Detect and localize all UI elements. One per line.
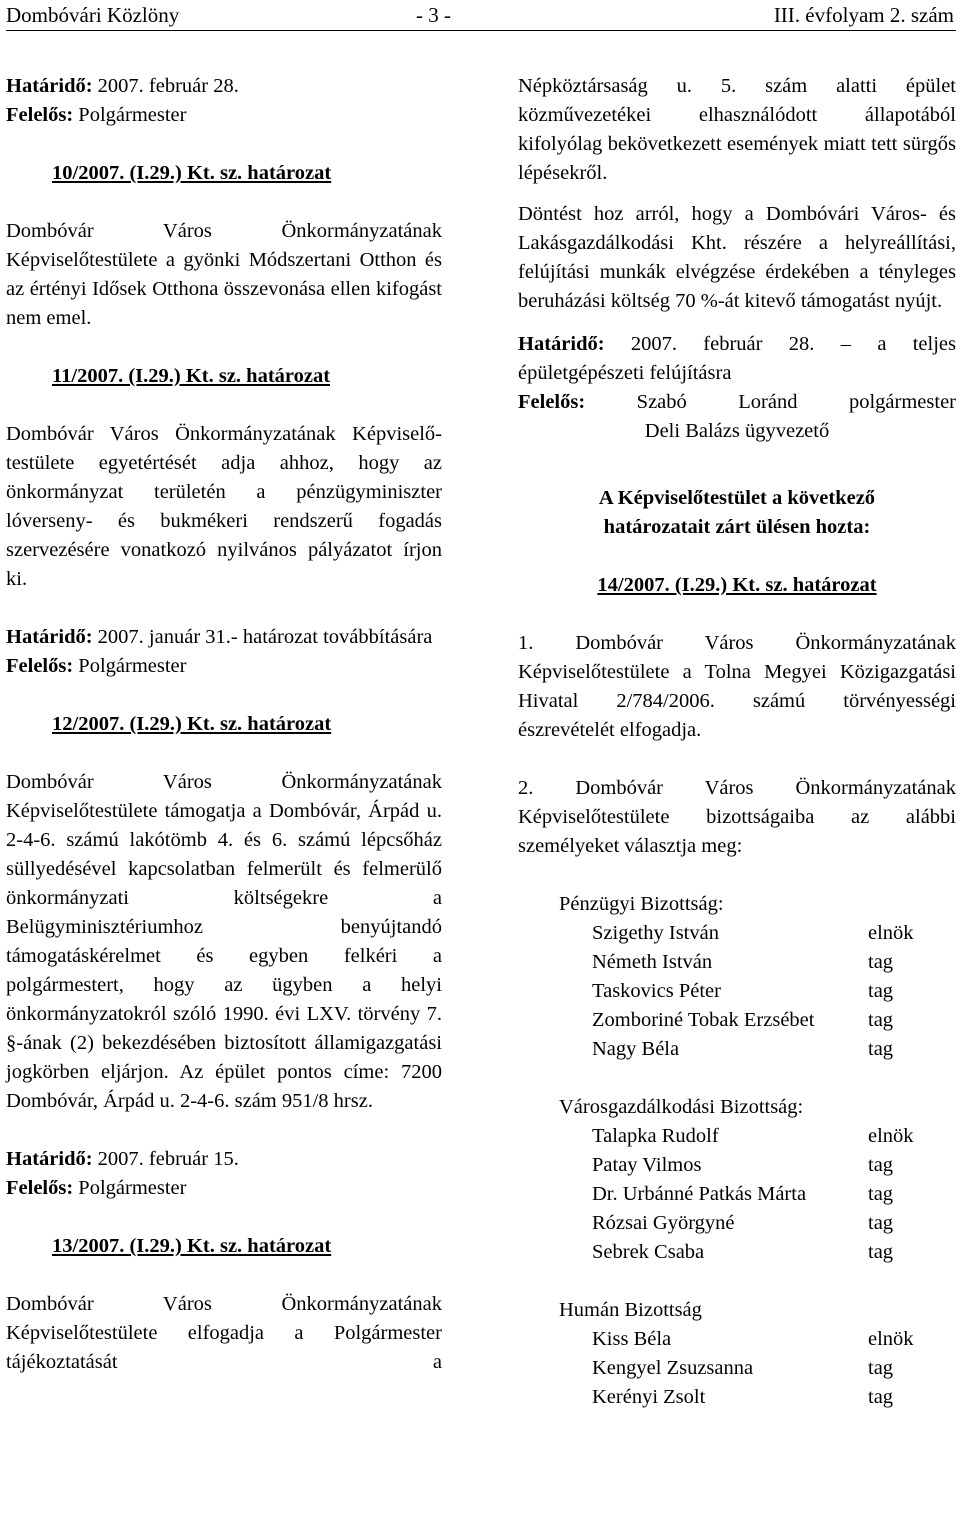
member-role: tag: [868, 1183, 894, 1205]
resolution-13-title: 13/2007. (I.29.) Kt. sz. határozat: [52, 1235, 332, 1257]
member-role: tag: [868, 1154, 894, 1176]
committee-member: [559, 1035, 956, 1064]
resolution-13-deadline: [518, 330, 956, 388]
deadline-label: Határidő:: [6, 75, 93, 97]
resolution-14-title: 14/2007. (I.29.) Kt. sz. határozat: [597, 574, 877, 596]
member-role: tag: [868, 951, 894, 973]
responsible-value: Szabó Loránd polgármester: [585, 391, 956, 413]
committee-urban-management: [559, 1093, 956, 1267]
member-role: tag: [868, 1357, 894, 1379]
responsible-value: Polgármester: [73, 655, 187, 677]
member-name: Patay Vilmos: [592, 1154, 702, 1176]
member-role: tag: [868, 1212, 894, 1234]
member-name: Zomboriné Tobak Erzsébet: [592, 1009, 815, 1031]
committee-member: [559, 1325, 956, 1354]
committee-member: [559, 1180, 956, 1209]
member-name: Taskovics Péter: [592, 980, 721, 1002]
deadline-line: [6, 72, 442, 101]
member-role: tag: [868, 1038, 894, 1060]
left-column: [6, 72, 442, 1377]
resolution-13-responsible-2: Deli Balázs ügyvezető: [644, 420, 830, 442]
member-role: tag: [868, 1241, 894, 1263]
member-name: Kiss Béla: [592, 1328, 672, 1350]
deadline-value: 2007. február 28.: [92, 75, 239, 97]
resolution-12-deadline: [6, 1145, 442, 1174]
committee-member: [559, 1354, 956, 1383]
resolution-10-text: Dombóvár Város Önkormányzatának Képviselőtestülete a gyönki Módszertani Otthon és az értényi Idősek Otthona összevonása ellen kifogást nem emel.: [6, 220, 442, 329]
deadline-value: 2007. január 31.- határozat továbbítására: [92, 626, 433, 648]
page-header: [6, 0, 956, 31]
committee-name: Városgazdálkodási Bizottság:: [559, 1096, 804, 1118]
resolution-13-text: Dombóvár Város Önkormányzatának Képviselőtestülete elfogadja a Polgármester tájékoztatását a: [6, 1293, 442, 1373]
deadline-value: 2007. február 15.: [92, 1148, 239, 1170]
resolution-11-responsible: [6, 652, 442, 681]
volume-number: III. évfolyam 2. szám: [773, 3, 954, 27]
member-name: Kengyel Zsuzsanna: [592, 1357, 754, 1379]
committee-member: [559, 948, 956, 977]
resolution-11-deadline: [6, 623, 442, 652]
committee-name: Pénzügyi Bizottság:: [559, 893, 724, 915]
closed-session-heading-1: A Képviselőtestület a következő: [598, 487, 876, 509]
committee-human: [559, 1296, 956, 1412]
closed-session-heading-2: határozatait zárt ülésen hozta:: [603, 516, 871, 538]
right-column: [518, 72, 956, 1412]
member-name: Dr. Urbánné Patkás Márta: [592, 1183, 807, 1205]
resolution-12-title: 12/2007. (I.29.) Kt. sz. határozat: [52, 713, 332, 735]
deadline-label: Határidő:: [6, 626, 93, 648]
committee-member: [559, 1006, 956, 1035]
resolution-14-point-1: 1. Dombóvár Város Önkormányzatának Képviselőtestülete a Tolna Megyei Közigazgatási Hivatal 2/784/2006. számú törvényességi észrevételét elfogadja.: [518, 632, 956, 741]
member-role: tag: [868, 1386, 894, 1408]
member-role: elnök: [868, 1328, 914, 1350]
responsible-value: Polgármester: [73, 1177, 187, 1199]
responsible-line: [6, 101, 442, 130]
deadline-value: 2007. február 28. – a teljes épületgépészeti felújításra: [518, 333, 956, 384]
resolution-12-text: Dombóvár Város Önkormányzatának Képviselőtestülete támogatja a Dombóvár, Árpád u. 2-4-6. számú lakótömb 4. és 6. számú lépcsőház süllyedésével kapcsolatban felmerült és felmerülő önkormányzati költségekre a Belügyminisztériumhoz benyújtandó támogatáskérelmet és egyben felkéri a polgármestert, hogy az ügyben a helyi önkormányzatokról szóló 1990. évi LXV. törvény 7. §-ának (2) bekezdésében biztosított államigazgatási jogkörben eljárjon. Az épület pontos címe: 7200 Dombóvár, Árpád u. 2-4-6. szám 951/8 hrsz.: [6, 771, 442, 1112]
resolution-12-responsible: [6, 1174, 442, 1203]
responsible-label: Felelős:: [6, 1177, 74, 1199]
resolution-11-text: Dombóvár Város Önkormányzatának Képviselő-testülete egyetértését adja ahhoz, hogy az önkormányzat területén a pénzügyminiszter lóverseny- és bukmékeri rendszerű fogadás szervezésére vonatkozó nyilvános pályázatot írjon ki.: [6, 423, 442, 590]
member-role: tag: [868, 1009, 894, 1031]
publication-title: Dombóvári Közlöny: [6, 3, 180, 27]
responsible-value: Polgármester: [73, 104, 187, 126]
member-name: Nagy Béla: [592, 1038, 680, 1060]
responsible-label: Felelős:: [6, 655, 74, 677]
responsible-label: Felelős:: [518, 391, 586, 413]
member-name: Sebrek Csaba: [592, 1241, 705, 1263]
deadline-label: Határidő:: [6, 1148, 93, 1170]
committee-member: [559, 977, 956, 1006]
committee-finance: [559, 890, 956, 1064]
page-number: - 3 -: [416, 3, 451, 27]
committee-member: [559, 919, 956, 948]
member-name: Németh István: [592, 951, 713, 973]
committee-name: Humán Bizottság: [559, 1299, 702, 1321]
resolution-11-title: 11/2007. (I.29.) Kt. sz. határozat: [52, 365, 331, 387]
committee-member: [559, 1122, 956, 1151]
member-name: Talapka Rudolf: [592, 1125, 719, 1147]
resolution-13-continued: Népköztársaság u. 5. szám alatti épület közművezetékei elhasználódott állapotából kifolyólag bekövetkezett események miatt tett sürgős lépésekről.: [518, 75, 956, 184]
member-role: elnök: [868, 922, 914, 944]
resolution-13-decision: Döntést hoz arról, hogy a Dombóvári Város- és Lakásgazdálkodási Kht. részére a helyreállítási, felújítási munkák elvégzése érdekében a tényleges beruházási költség 70 %-át kitevő támogatást nyújt.: [518, 203, 956, 312]
committee-member: [559, 1238, 956, 1267]
deadline-label: Határidő:: [518, 333, 605, 355]
member-name: Rózsai Györgyné: [592, 1212, 735, 1234]
committee-member: [559, 1151, 956, 1180]
member-name: Kerényi Zsolt: [592, 1386, 706, 1408]
resolution-14-point-2: 2. Dombóvár Város Önkormányzatának Képviselőtestülete bizottságaiba az alábbi személyeket választja meg:: [518, 777, 956, 857]
resolution-10-title: 10/2007. (I.29.) Kt. sz. határozat: [52, 162, 332, 184]
resolution-13-responsible: [518, 388, 956, 417]
committee-member: [559, 1209, 956, 1238]
responsible-label: Felelős:: [6, 104, 74, 126]
member-role: tag: [868, 980, 894, 1002]
member-name: Szigethy István: [592, 922, 719, 944]
member-role: elnök: [868, 1125, 914, 1147]
committee-member: [559, 1383, 956, 1412]
